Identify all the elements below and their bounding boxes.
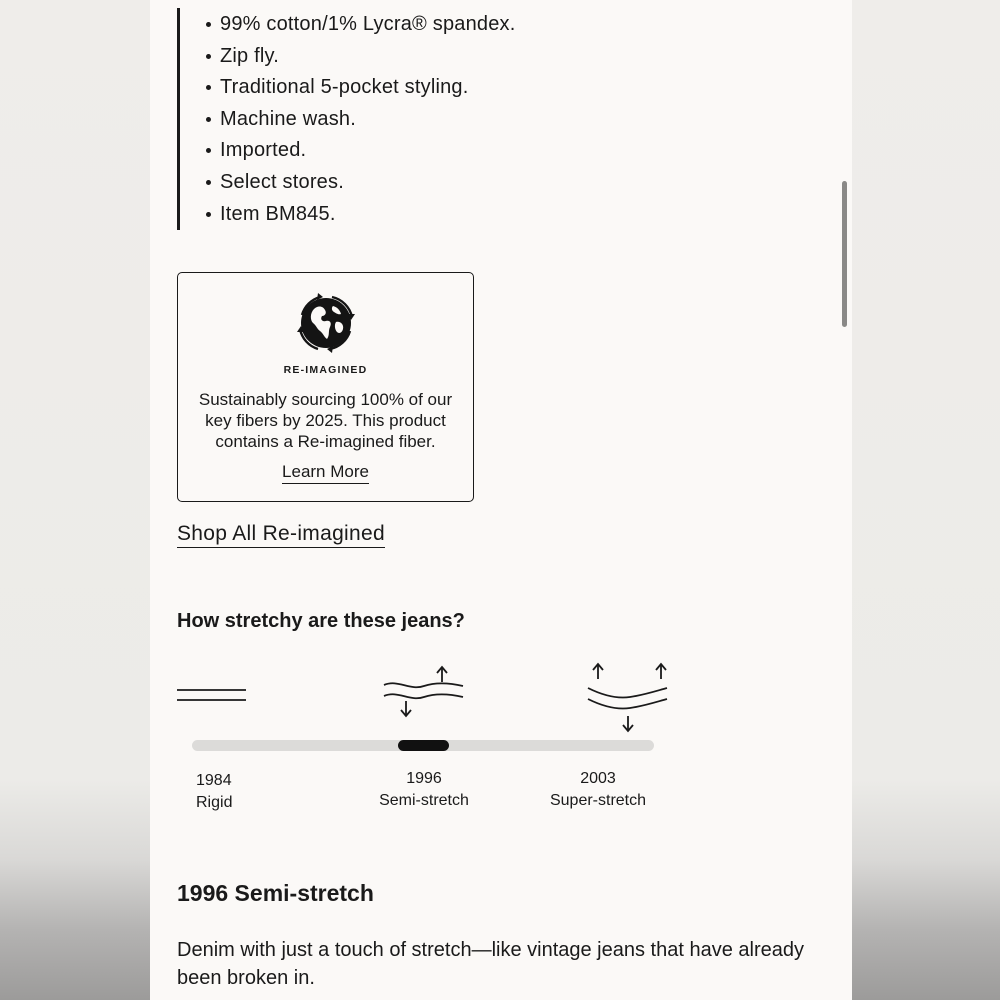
bullet-icon [206, 22, 211, 27]
scrollbar-thumb[interactable] [842, 181, 847, 327]
reimagined-description: Sustainably sourcing 100% of our key fibers by 2025. This product contains a Re-imagined fiber. [198, 390, 453, 451]
list-item [180, 134, 680, 166]
list-item [180, 198, 680, 230]
stretch-icons [170, 655, 690, 735]
bullet-icon [206, 54, 211, 59]
stretch-heading: How stretchy are these jeans? [177, 610, 465, 632]
list-item-text: Select stores. [220, 170, 344, 193]
list-item [180, 166, 680, 198]
stop-label: Rigid [196, 794, 233, 811]
stop-year: 1984 [196, 772, 232, 789]
bullet-icon [206, 180, 211, 185]
list-item-text: Zip fly. [220, 44, 280, 67]
stretch-stop-super-stretch[interactable] [536, 768, 660, 812]
learn-more-wrapper [178, 462, 473, 482]
globe-recycle-icon [292, 289, 360, 357]
stop-year: 2003 [580, 770, 616, 787]
left-backdrop [0, 0, 150, 1000]
stretch-scale-track[interactable] [192, 740, 654, 751]
stretch-stop-semi-stretch[interactable] [364, 768, 484, 812]
learn-more-link[interactable]: Learn More [282, 462, 369, 484]
bullet-icon [206, 148, 211, 153]
list-item [180, 71, 680, 103]
right-backdrop [852, 0, 1000, 1000]
stop-label: Semi-stretch [379, 792, 469, 809]
list-item-text: Traditional 5-pocket styling. [220, 76, 469, 99]
list-item-text: Imported. [220, 139, 307, 162]
list-item [180, 8, 680, 40]
semi-stretch-icon [384, 667, 463, 716]
stretch-scale-marker[interactable] [398, 740, 449, 751]
product-details-page [150, 0, 852, 1000]
selected-stretch-title: 1996 Semi-stretch [177, 880, 374, 906]
super-stretch-icon [588, 664, 667, 731]
bullet-icon [206, 85, 211, 90]
bullet-icon [206, 212, 211, 217]
stop-year: 1996 [406, 770, 442, 787]
shop-all-reimagined-link[interactable]: Shop All Re-imagined [177, 522, 385, 548]
reimagined-card [177, 272, 474, 502]
list-item-text: 99% cotton/1% Lycra® spandex. [220, 13, 516, 35]
stretch-stop-rigid[interactable] [196, 770, 232, 814]
list-item [180, 103, 680, 135]
selected-stretch-description: Denim with just a touch of stretch—like vintage jeans that have already been broken in. [177, 939, 804, 989]
list-item [180, 40, 680, 72]
list-item-text: Machine wash. [220, 107, 356, 130]
bullet-icon [206, 117, 211, 122]
reimagined-tag: RE-IMAGINED [283, 364, 368, 376]
rigid-icon [177, 690, 246, 700]
list-item-text: Item BM845. [220, 202, 336, 225]
product-details-list [177, 8, 680, 230]
stop-label: Super-stretch [549, 792, 647, 809]
